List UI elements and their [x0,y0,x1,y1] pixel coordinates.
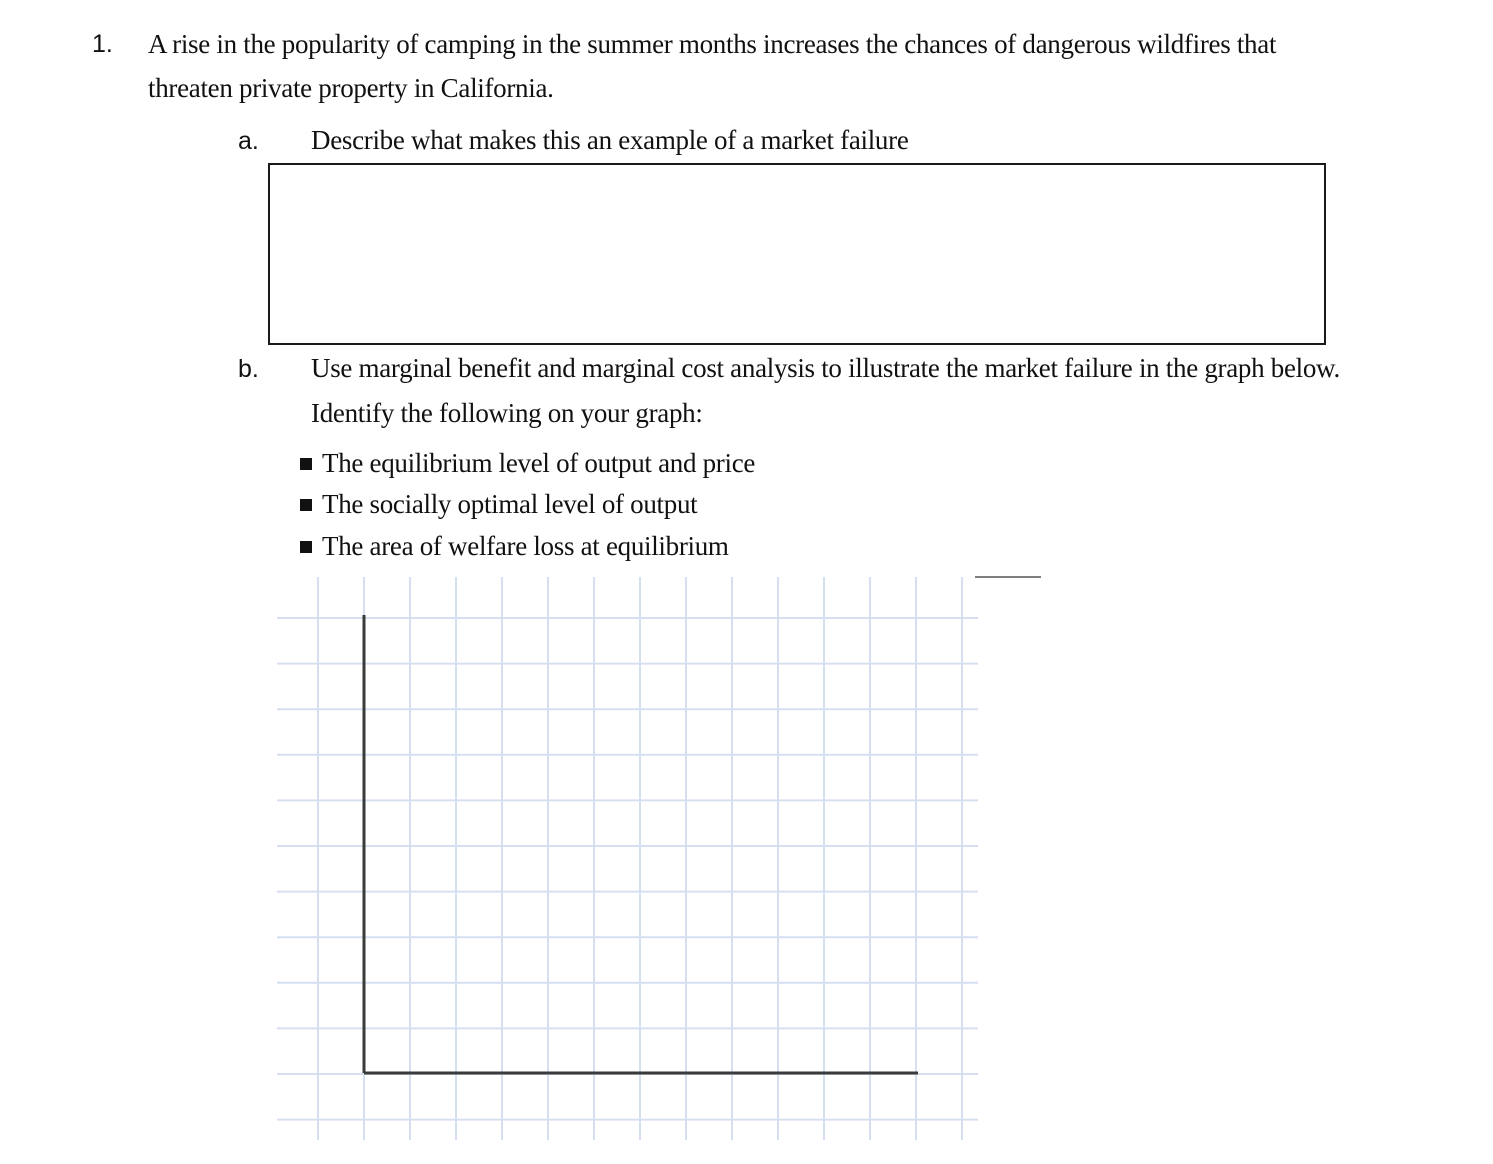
bullet-text: The socially optimal level of output [322,489,698,519]
part-b-prompt-line-1: Use marginal benefit and marginal cost analysis to illustrate the market failure in the graph below. [311,353,1340,383]
question-text-line-1: A rise in the popularity of camping in the summer months increases the chances of dangerous wildfires that [148,29,1277,59]
part-b-prompt-line-2: Identify the following on your graph: [311,398,703,428]
question-number: 1. [92,30,113,58]
graph-grid [277,577,978,1140]
part-a-label: a. [238,127,259,155]
bullet-text: The equilibrium level of output and price [322,448,756,478]
question-text-line-2: threaten private property in California. [148,73,554,103]
bullet-text: The area of welfare loss at equilibrium [322,531,729,561]
part-a-prompt: Describe what makes this an example of a market failure [311,125,909,155]
part-b-label: b. [238,355,259,383]
